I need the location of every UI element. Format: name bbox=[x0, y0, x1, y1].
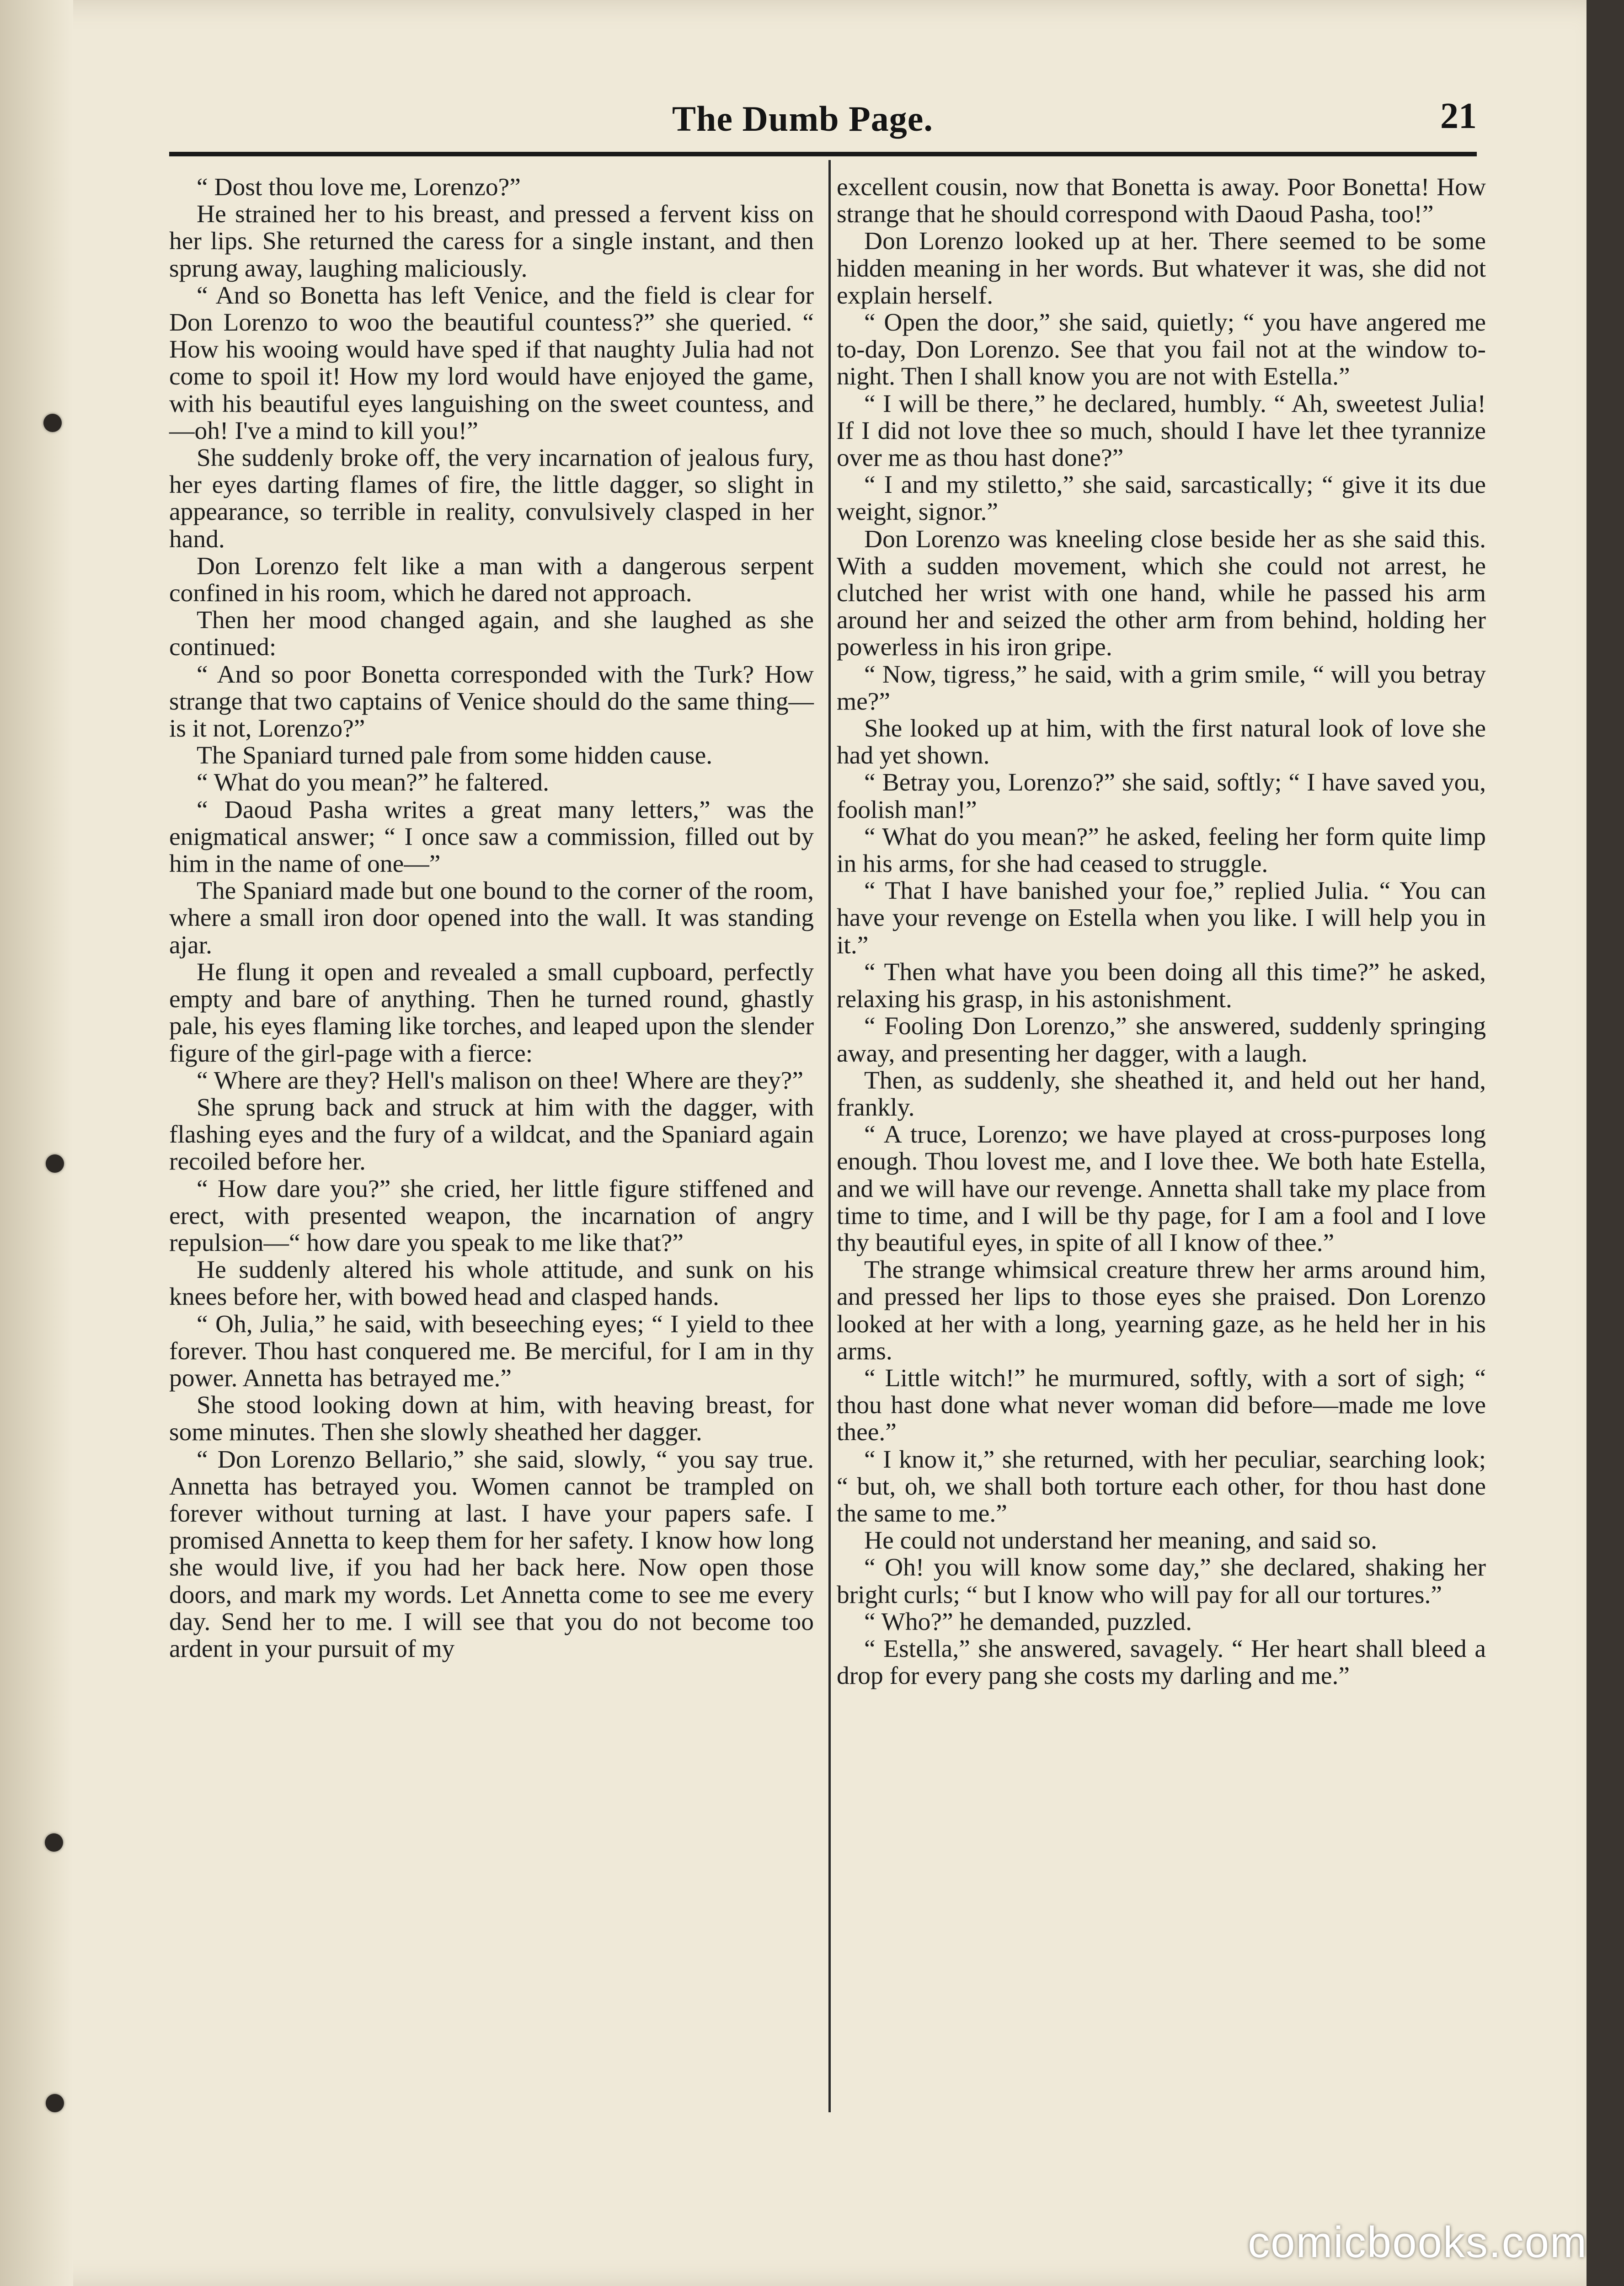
page-header bbox=[169, 89, 1477, 149]
running-title: The Dumb Page. bbox=[672, 99, 933, 139]
paragraph: “ That I have banished your foe,” replied Julia. “ You can have your revenge on Estella when you like. I will help you in it.” bbox=[837, 877, 1486, 959]
paragraph: “ And so poor Bonetta corresponded with the Turk? How strange that two captains of Venice should do the same thing—is it not, Lorenzo?” bbox=[169, 660, 814, 743]
paragraph: She sprung back and struck at him with the dagger, with flashing eyes and the fury of a wildcat, and the Spaniard again recoiled before her. bbox=[169, 1093, 814, 1176]
page-number: 21 bbox=[1440, 96, 1477, 136]
paragraph: Don Lorenzo looked up at her. There seemed to be some hidden meaning in her words. But whatever it was, she did not explain herself. bbox=[837, 227, 1486, 310]
paragraph: “ Now, tigress,” he said, with a grim smile, “ will you betray me?” bbox=[837, 660, 1486, 716]
paragraph: “ I know it,” she returned, with her peculiar, searching look; “ but, oh, we shall both torture each other, for thou hast done the same to me.” bbox=[837, 1445, 1486, 1528]
paragraph: “ Fooling Don Lorenzo,” she answered, suddenly springing away, and presenting her dagger, with a laugh. bbox=[837, 1012, 1486, 1068]
paragraph: “ Oh, Julia,” he said, with beseeching eyes; “ I yield to thee forever. Thou hast conquered me. Be merciful, for I am in thy power. Annetta has betrayed me.” bbox=[169, 1310, 814, 1392]
paragraph: Then, as suddenly, she sheathed it, and held out her hand, frankly. bbox=[837, 1066, 1486, 1122]
binding-hole bbox=[45, 1833, 63, 1852]
paragraph: “ Oh! you will know some day,” she declared, shaking her bright curls; “ but I know who will pay for all our tortures.” bbox=[837, 1554, 1486, 1609]
paragraph: He suddenly altered his whole attitude, and sunk on his knees before her, with bowed head and clasped hands. bbox=[169, 1256, 814, 1311]
paragraph: The strange whimsical creature threw her arms around him, and pressed her lips to those eyes she praised. Don Lorenzo looked at her with a long, yearning gaze, as he held her in his arms. bbox=[837, 1256, 1486, 1365]
column-divider bbox=[828, 160, 831, 2112]
paragraph: “ I and my stiletto,” she said, sarcastically; “ give it its due weight, signor.” bbox=[837, 471, 1486, 526]
paragraph: “ I will be there,” he declared, humbly. “ Ah, sweetest Julia! If I did not love thee so much, should I have let thee tyrannize over me as thou hast done?” bbox=[837, 390, 1486, 472]
paragraph: “ Open the door,” she said, quietly; “ you have angered me to-day, Don Lorenzo. See that you fail not at the window to-night. Then I shall know you are not with Estella.” bbox=[837, 309, 1486, 391]
paragraph: “ Betray you, Lorenzo?” she said, softly; “ I have saved you, foolish man!” bbox=[837, 769, 1486, 824]
watermark: comicbooks.com bbox=[1248, 2218, 1587, 2267]
paragraph: excellent cousin, now that Bonetta is away. Poor Bonetta! How strange that he should correspond with Daoud Pasha, too!” bbox=[837, 173, 1486, 229]
header-rule bbox=[169, 152, 1477, 156]
binding-gutter bbox=[0, 0, 73, 2286]
paragraph: “ Don Lorenzo Bellario,” she said, slowly, “ you say true. Annetta has betrayed you. Women cannot be trampled on forever without turning at last. I have your papers safe. I promised Annetta to keep them for her safety. I know how long she would live, if you had her back here. Now open those doors, and mark my words. Let Annetta come to see me every day. Send her to me. I will see that you do not become too ardent in your pursuit of my bbox=[169, 1445, 814, 1663]
paragraph: “ Then what have you been doing all this time?” he asked, relaxing his grasp, in his astonishment. bbox=[837, 958, 1486, 1014]
paragraph: He strained her to his breast, and pressed a fervent kiss on her lips. She returned the caress for a single instant, and then sprung away, laughing maliciously. bbox=[169, 200, 814, 283]
left-column bbox=[169, 174, 814, 1662]
paragraph: “ What do you mean?” he faltered. bbox=[197, 769, 549, 797]
binding-hole bbox=[46, 2094, 64, 2112]
paragraph: The Spaniard turned pale from some hidden cause. bbox=[197, 742, 713, 770]
paragraph: “ What do you mean?” he asked, feeling her form quite limp in his arms, for she had ceased to struggle. bbox=[837, 823, 1486, 878]
paragraph: Then her mood changed again, and she laughed as she continued: bbox=[169, 606, 814, 662]
paragraph: He flung it open and revealed a small cupboard, perfectly empty and bare of anything. Then he turned round, ghastly pale, his eyes flaming like torches, and leaped upon the slender figure of the girl-page with a fierce: bbox=[169, 958, 814, 1068]
paragraph: “ How dare you?” she cried, her little figure stiffened and erect, with presented weapon, the incarnation of angry repulsion—“ how dare you speak to me like that?” bbox=[169, 1175, 814, 1257]
paragraph: She stood looking down at him, with heaving breast, for some minutes. Then she slowly sheathed her dagger. bbox=[169, 1391, 814, 1447]
paragraph: “ A truce, Lorenzo; we have played at cross-purposes long enough. Thou lovest me, and I love thee. We both hate Estella, and we will have our revenge. Annetta shall take my place from time to time, and I will be thy page, for I am a fool and I love thy beautiful eyes, in spite of all I know of thee.” bbox=[837, 1121, 1486, 1257]
paragraph: “ Estella,” she answered, savagely. “ Her heart shall bleed a drop for every pang she costs my darling and me.” bbox=[837, 1634, 1486, 1690]
paragraph: “ And so Bonetta has left Venice, and the field is clear for Don Lorenzo to woo the beautiful countess?” she queried. “ How his wooing would have sped if that naughty Julia had not come to spoil it! How my lord would have enjoyed the game, with his beautiful eyes languishing on the sweet countess, and—oh! I've a mind to kill you!” bbox=[169, 281, 814, 445]
paragraph: The Spaniard made but one bound to the corner of the room, where a small iron door opened into the wall. It was standing ajar. bbox=[169, 877, 814, 959]
right-column bbox=[837, 174, 1486, 1689]
paragraph: Don Lorenzo was kneeling close beside her as she said this. With a sudden movement, which she could not arrest, he clutched her wrist with one hand, while he passed his arm around her and seized the other arm from behind, holding her powerless in his iron gripe. bbox=[837, 525, 1486, 662]
binding-hole bbox=[43, 414, 62, 432]
paragraph: Don Lorenzo felt like a man with a dangerous serpent confined in his room, which he dared not approach. bbox=[169, 552, 814, 608]
binding-hole bbox=[46, 1154, 64, 1173]
paragraph: “ Little witch!” he murmured, softly, with a sort of sigh; “ thou hast done what never woman did before—made me love thee.” bbox=[837, 1364, 1486, 1447]
paragraph: “ Where are they? Hell's malison on thee! Where are they?” bbox=[197, 1066, 803, 1095]
paragraph: She suddenly broke off, the very incarnation of jealous fury, her eyes darting flames of fire, the little dagger, so slight in appearance, so terrible in reality, convulsively clasped in her hand. bbox=[169, 444, 814, 553]
paragraph: “ Dost thou love me, Lorenzo?” bbox=[197, 173, 521, 201]
paragraph: “ Daoud Pasha writes a great many letters,” was the enigmatical answer; “ I once saw a commission, filled out by him in the name of one—” bbox=[169, 796, 814, 878]
paragraph: He could not understand her meaning, and said so. bbox=[864, 1527, 1378, 1555]
paragraph: “ Who?” he demanded, puzzled. bbox=[864, 1608, 1192, 1636]
paragraph: She looked up at him, with the first natural look of love she had yet shown. bbox=[837, 715, 1486, 770]
